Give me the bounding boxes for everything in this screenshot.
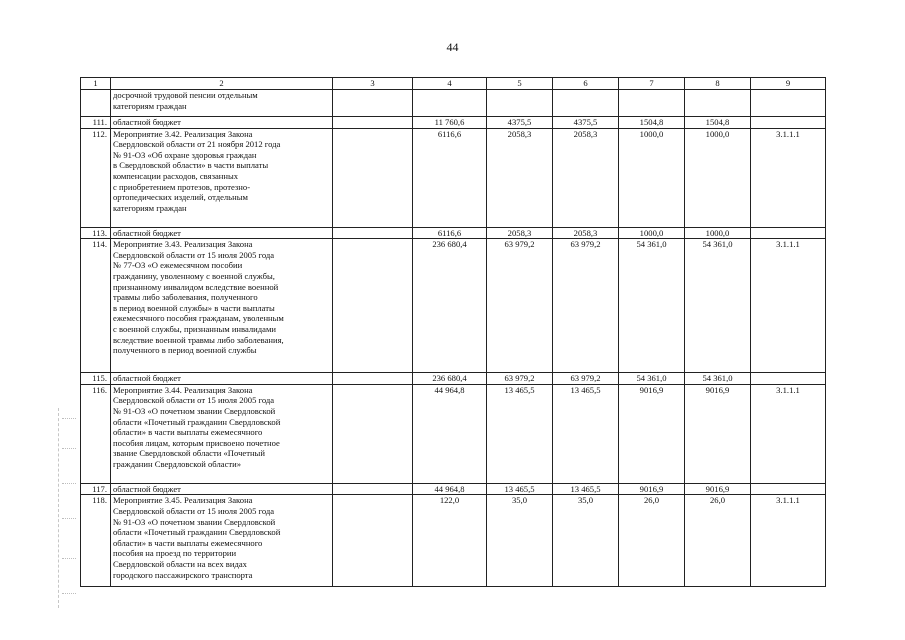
header-cell: 6	[553, 78, 619, 90]
table-row	[81, 90, 826, 117]
header-cell: 3	[333, 78, 413, 90]
col6-value: 13 465,5	[553, 483, 619, 495]
col3-cell	[333, 90, 413, 117]
col4-value: 11 760,6	[413, 117, 487, 129]
target-index: 3.1.1.1	[751, 239, 826, 373]
col7-value: 54 361,0	[619, 239, 685, 373]
table-row	[81, 495, 826, 587]
table-row	[81, 483, 826, 495]
col8-value: 1504,8	[685, 117, 751, 129]
header-cell: 1	[81, 78, 111, 90]
header-row	[81, 78, 826, 90]
target-index	[751, 117, 826, 129]
row-number: 115.	[81, 373, 111, 385]
col5-value	[487, 90, 553, 117]
row-text: областной бюджет	[111, 117, 333, 129]
row-text: областной бюджет	[111, 373, 333, 385]
col4-value: 6116,6	[413, 128, 487, 227]
row-number: 118.	[81, 495, 111, 587]
row-number: 117.	[81, 483, 111, 495]
col5-value: 2058,3	[487, 227, 553, 239]
col4-value: 44 964,8	[413, 483, 487, 495]
col4-value: 236 680,4	[413, 373, 487, 385]
col8-value: 1000,0	[685, 227, 751, 239]
col7-value: 1000,0	[619, 128, 685, 227]
target-index	[751, 227, 826, 239]
col5-value: 63 979,2	[487, 373, 553, 385]
side-stamp-mark	[58, 408, 83, 608]
col7-value: 9016,9	[619, 384, 685, 483]
header-cell: 7	[619, 78, 685, 90]
col4-value: 236 680,4	[413, 239, 487, 373]
header-cell: 9	[751, 78, 826, 90]
table-row	[81, 128, 826, 227]
col3-cell	[333, 128, 413, 227]
row-number: 114.	[81, 239, 111, 373]
col8-value: 26,0	[685, 495, 751, 587]
row-text: досрочной трудовой пенсии отдельным категориям граждан	[111, 90, 333, 117]
col4-value: 44 964,8	[413, 384, 487, 483]
row-number	[81, 90, 111, 117]
col7-value: 26,0	[619, 495, 685, 587]
table-row	[81, 239, 826, 373]
col6-value: 4375,5	[553, 117, 619, 129]
row-text: Мероприятие 3.43. Реализация Закона Свердловской области от 15 июля 2005 года № 77-ОЗ «О ежемесячном пособии гражданину, уволенному с военной службы, признанному инвалидом вследствие военной травмы либо заболевания, полученного в период военной службы» в части выплаты ежемесячного пособия гражданам, уволенным с военной службы, признанным инвалидами вследствие военной травмы либо заболевания, полученного в период военной службы	[111, 239, 333, 373]
col4-value	[413, 90, 487, 117]
col5-value: 13 465,5	[487, 384, 553, 483]
table-row	[81, 373, 826, 385]
row-text: Мероприятие 3.42. Реализация Закона Свердловской области от 21 ноября 2012 года № 91-ОЗ «Об охране здоровья граждан в Свердловской области» в части выплаты компенсации расходов, связанных с приобретением протезов, протезно- ортопедических изделий, отдельным категориям граждан	[111, 128, 333, 227]
target-index: 3.1.1.1	[751, 128, 826, 227]
table-row	[81, 227, 826, 239]
row-text: областной бюджет	[111, 483, 333, 495]
col3-cell	[333, 227, 413, 239]
budget-table	[80, 77, 826, 587]
col4-value: 6116,6	[413, 227, 487, 239]
col3-cell	[333, 239, 413, 373]
col3-cell	[333, 495, 413, 587]
row-number: 111.	[81, 117, 111, 129]
target-index	[751, 90, 826, 117]
row-number: 116.	[81, 384, 111, 483]
col8-value: 54 361,0	[685, 373, 751, 385]
header-cell: 4	[413, 78, 487, 90]
col5-value: 63 979,2	[487, 239, 553, 373]
header-cell: 8	[685, 78, 751, 90]
header-cell: 5	[487, 78, 553, 90]
col6-value: 13 465,5	[553, 384, 619, 483]
col6-value: 63 979,2	[553, 373, 619, 385]
row-text: Мероприятие 3.44. Реализация Закона Свердловской области от 15 июля 2005 года № 91-ОЗ «О почетном звании Свердловской области «Почетный гражданин Свердловской области» в части выплаты ежемесячного пособия лицам, которым присвоено почетное звание Свердловской области «Почетный гражданин Свердловской области»	[111, 384, 333, 483]
col6-value	[553, 90, 619, 117]
target-index	[751, 373, 826, 385]
header-cell: 2	[111, 78, 333, 90]
col8-value: 54 361,0	[685, 239, 751, 373]
table-row	[81, 384, 826, 483]
col7-value: 9016,9	[619, 483, 685, 495]
col3-cell	[333, 384, 413, 483]
row-number: 113.	[81, 227, 111, 239]
col5-value: 4375,5	[487, 117, 553, 129]
col6-value: 2058,3	[553, 227, 619, 239]
col8-value: 1000,0	[685, 128, 751, 227]
col8-value: 9016,9	[685, 384, 751, 483]
col5-value: 13 465,5	[487, 483, 553, 495]
row-number: 112.	[81, 128, 111, 227]
col8-value: 9016,9	[685, 483, 751, 495]
col5-value: 2058,3	[487, 128, 553, 227]
row-text: областной бюджет	[111, 227, 333, 239]
col3-cell	[333, 373, 413, 385]
col8-value	[685, 90, 751, 117]
col5-value: 35,0	[487, 495, 553, 587]
col6-value: 2058,3	[553, 128, 619, 227]
target-index: 3.1.1.1	[751, 495, 826, 587]
col7-value: 1504,8	[619, 117, 685, 129]
table-row	[81, 117, 826, 129]
target-index	[751, 483, 826, 495]
page-number: 44	[446, 40, 459, 54]
col7-value: 1000,0	[619, 227, 685, 239]
col7-value: 54 361,0	[619, 373, 685, 385]
col6-value: 63 979,2	[553, 239, 619, 373]
col3-cell	[333, 483, 413, 495]
col3-cell	[333, 117, 413, 129]
target-index: 3.1.1.1	[751, 384, 826, 483]
row-text: Мероприятие 3.45. Реализация Закона Свердловской области от 15 июля 2005 года № 91-ОЗ «О почетном звании Свердловской области «Почетный гражданин Свердловской области» в части выплаты ежемесячного пособия на проезд по территории Свердловской области на всех видах городского пассажирского транспорта	[111, 495, 333, 587]
col4-value: 122,0	[413, 495, 487, 587]
col6-value: 35,0	[553, 495, 619, 587]
col7-value	[619, 90, 685, 117]
